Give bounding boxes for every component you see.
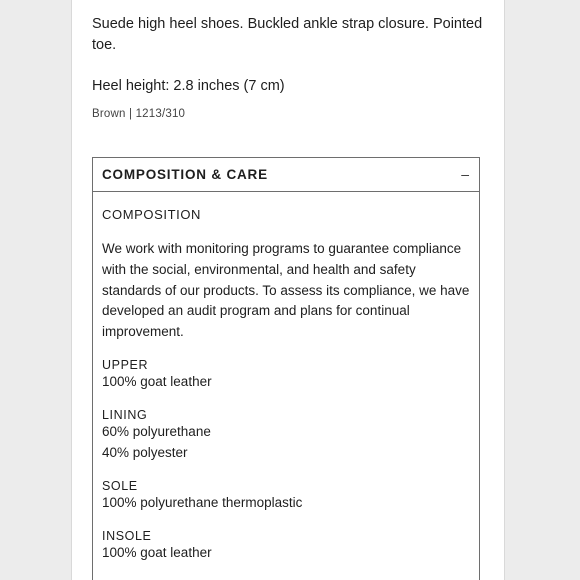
- sole-label: SOLE: [102, 479, 138, 493]
- product-details-panel: [72, 0, 504, 580]
- insole-value: 100% goat leather: [102, 545, 212, 560]
- composition-text: We work with monitoring programs to guarantee compliance with the social, environmental, and health and safety standards of our products. To assess its compliance, we have developed an audit program and plans for continual improvement.: [102, 241, 470, 340]
- upper-value: 100% goat leather: [102, 374, 212, 389]
- insole-label: INSOLE: [102, 529, 152, 543]
- collapse-minus-icon[interactable]: –: [461, 166, 469, 182]
- lining-value-2: 40% polyester: [102, 445, 188, 460]
- upper-label: UPPER: [102, 358, 149, 372]
- composition-care-accordion: [92, 157, 480, 580]
- product-description: Suede high heel shoes. Buckled ankle strap closure. Pointed toe.: [92, 16, 483, 53]
- composition-care-header[interactable]: [93, 158, 479, 192]
- lining-value-1: 60% polyurethane: [102, 424, 211, 439]
- heel-height: Heel height: 2.8 inches (7 cm): [92, 78, 285, 94]
- composition-heading: COMPOSITION: [102, 207, 202, 222]
- lining-label: LINING: [102, 408, 148, 422]
- sole-value: 100% polyurethane thermoplastic: [102, 495, 303, 510]
- accordion-title: COMPOSITION & CARE: [102, 167, 268, 182]
- color-reference: Brown | 1213/310: [92, 108, 186, 120]
